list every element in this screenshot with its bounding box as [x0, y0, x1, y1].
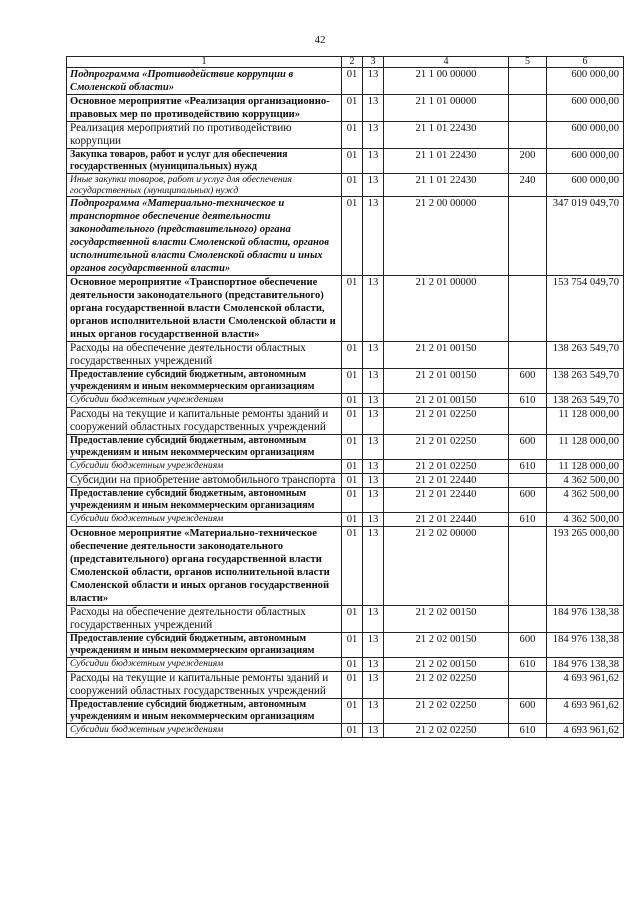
- row-target-code-cell: 21 2 02 00000: [384, 527, 509, 606]
- row-name-cell: Закупка товаров, работ и услуг для обеспечения государственных (муниципальных) нужд: [67, 149, 342, 174]
- table-row: [67, 724, 624, 738]
- row-expense-type-cell: 600: [509, 488, 547, 513]
- row-target-code-cell: 21 2 01 00150: [384, 342, 509, 369]
- row-target-code-cell: 21 2 01 02250: [384, 435, 509, 460]
- row-section-cell: 01: [342, 369, 363, 394]
- table-row: [67, 460, 624, 474]
- row-target-code-cell: 21 2 01 22440: [384, 474, 509, 488]
- row-expense-type-cell: 240: [509, 174, 547, 197]
- row-target-code-cell: 21 2 01 22440: [384, 513, 509, 527]
- row-expense-type-cell: [509, 672, 547, 699]
- row-section-cell: 01: [342, 606, 363, 633]
- row-expense-type-cell: [509, 606, 547, 633]
- row-expense-type-cell: 610: [509, 513, 547, 527]
- row-section-cell: 01: [342, 197, 363, 276]
- row-target-code-cell: 21 2 02 02250: [384, 699, 509, 724]
- row-amount-cell: 600 000,00: [547, 68, 624, 95]
- row-section-cell: 01: [342, 460, 363, 474]
- row-expense-type-cell: 600: [509, 435, 547, 460]
- row-amount-cell: 11 128 000,00: [547, 435, 624, 460]
- table-body: [67, 68, 624, 738]
- row-expense-type-cell: [509, 474, 547, 488]
- row-expense-type-cell: 610: [509, 394, 547, 408]
- row-section-cell: 01: [342, 408, 363, 435]
- row-section-cell: 01: [342, 394, 363, 408]
- table-row: [67, 149, 624, 174]
- row-amount-cell: 138 263 549,70: [547, 342, 624, 369]
- row-amount-cell: 193 265 000,00: [547, 527, 624, 606]
- row-target-code-cell: 21 1 01 22430: [384, 174, 509, 197]
- row-section-cell: 01: [342, 699, 363, 724]
- table-row: [67, 658, 624, 672]
- header-col-6: 6: [547, 57, 624, 68]
- row-name-cell: Субсидии на приобретение автомобильного транспорта: [67, 474, 342, 488]
- row-amount-cell: 4 693 961,62: [547, 724, 624, 738]
- table-row: [67, 699, 624, 724]
- row-expense-type-cell: [509, 95, 547, 122]
- table-row: [67, 435, 624, 460]
- row-amount-cell: 600 000,00: [547, 95, 624, 122]
- row-target-code-cell: 21 2 00 00000: [384, 197, 509, 276]
- row-name-cell: Расходы на текущие и капитальные ремонты зданий и сооружений областных государственных учреждений: [67, 672, 342, 699]
- row-expense-type-cell: [509, 527, 547, 606]
- row-amount-cell: 153 754 049,70: [547, 276, 624, 342]
- row-subsection-cell: 13: [363, 672, 384, 699]
- row-subsection-cell: 13: [363, 276, 384, 342]
- row-target-code-cell: 21 2 01 22440: [384, 488, 509, 513]
- row-target-code-cell: 21 1 01 00000: [384, 95, 509, 122]
- table-row: [67, 488, 624, 513]
- row-expense-type-cell: 600: [509, 369, 547, 394]
- row-name-cell: Субсидии бюджетным учреждениям: [67, 513, 342, 527]
- row-name-cell: Реализация мероприятий по противодействию коррупции: [67, 122, 342, 149]
- row-target-code-cell: 21 2 01 02250: [384, 460, 509, 474]
- row-expense-type-cell: 200: [509, 149, 547, 174]
- header-col-3: 3: [363, 57, 384, 68]
- row-subsection-cell: 13: [363, 488, 384, 513]
- row-subsection-cell: 13: [363, 606, 384, 633]
- table-row: [67, 197, 624, 276]
- row-name-cell: Субсидии бюджетным учреждениям: [67, 460, 342, 474]
- table-row: [67, 513, 624, 527]
- row-subsection-cell: 13: [363, 394, 384, 408]
- row-name-cell: Предоставление субсидий бюджетным, автономным учреждениям и иным некоммерческим организациям: [67, 435, 342, 460]
- table-row: [67, 672, 624, 699]
- row-subsection-cell: 13: [363, 724, 384, 738]
- row-name-cell: Предоставление субсидий бюджетным, автономным учреждениям и иным некоммерческим организациям: [67, 699, 342, 724]
- row-expense-type-cell: 600: [509, 699, 547, 724]
- row-section-cell: 01: [342, 633, 363, 658]
- row-target-code-cell: 21 2 02 02250: [384, 724, 509, 738]
- row-subsection-cell: 13: [363, 699, 384, 724]
- row-target-code-cell: 21 2 02 02250: [384, 672, 509, 699]
- row-subsection-cell: 13: [363, 369, 384, 394]
- table-row: [67, 342, 624, 369]
- row-section-cell: 01: [342, 527, 363, 606]
- row-expense-type-cell: [509, 276, 547, 342]
- row-section-cell: 01: [342, 95, 363, 122]
- row-expense-type-cell: [509, 408, 547, 435]
- row-name-cell: Иные закупки товаров, работ и услуг для обеспечения государственных (муниципальных) нужд: [67, 174, 342, 197]
- table-row: [67, 474, 624, 488]
- row-subsection-cell: 13: [363, 408, 384, 435]
- budget-table-wrapper: [66, 56, 624, 738]
- row-subsection-cell: 13: [363, 197, 384, 276]
- row-amount-cell: 600 000,00: [547, 122, 624, 149]
- row-expense-type-cell: [509, 197, 547, 276]
- row-subsection-cell: 13: [363, 95, 384, 122]
- header-col-5: 5: [509, 57, 547, 68]
- row-section-cell: 01: [342, 435, 363, 460]
- row-subsection-cell: 13: [363, 435, 384, 460]
- row-name-cell: Основное мероприятие «Материально-техническое обеспечение деятельности законодательного (представительного) органа государственной власти Смоленской области, органов исполнительной власти Смоленской области и иных органов государственной власти»: [67, 527, 342, 606]
- row-section-cell: 01: [342, 149, 363, 174]
- table-row: [67, 174, 624, 197]
- table-header-row: [67, 57, 624, 68]
- row-subsection-cell: 13: [363, 342, 384, 369]
- row-amount-cell: 11 128 000,00: [547, 408, 624, 435]
- row-subsection-cell: 13: [363, 527, 384, 606]
- row-target-code-cell: 21 2 02 00150: [384, 633, 509, 658]
- row-target-code-cell: 21 1 01 22430: [384, 149, 509, 174]
- row-target-code-cell: 21 1 01 22430: [384, 122, 509, 149]
- row-section-cell: 01: [342, 658, 363, 672]
- table-row: [67, 276, 624, 342]
- table-row: [67, 394, 624, 408]
- row-expense-type-cell: 600: [509, 633, 547, 658]
- row-amount-cell: 347 019 049,70: [547, 197, 624, 276]
- row-expense-type-cell: [509, 342, 547, 369]
- row-amount-cell: 4 362 500,00: [547, 488, 624, 513]
- row-target-code-cell: 21 2 01 00150: [384, 369, 509, 394]
- header-col-2: 2: [342, 57, 363, 68]
- row-name-cell: Подпрограмма «Противодействие коррупции в Смоленской области»: [67, 68, 342, 95]
- row-amount-cell: 184 976 138,38: [547, 606, 624, 633]
- row-target-code-cell: 21 1 00 00000: [384, 68, 509, 95]
- row-name-cell: Основное мероприятие «Реализация организационно-правовых мер по противодействию коррупции»: [67, 95, 342, 122]
- row-section-cell: 01: [342, 342, 363, 369]
- row-section-cell: 01: [342, 174, 363, 197]
- row-amount-cell: 138 263 549,70: [547, 394, 624, 408]
- row-section-cell: 01: [342, 672, 363, 699]
- row-name-cell: Подпрограмма «Материально-техническое и транспортное обеспечение деятельности законодательного (представительного) органа государственной власти Смоленской области, органов исполнительной власти Смоленской области и иных органов государственной власти»: [67, 197, 342, 276]
- row-section-cell: 01: [342, 474, 363, 488]
- row-name-cell: Предоставление субсидий бюджетным, автономным учреждениям и иным некоммерческим организациям: [67, 633, 342, 658]
- row-name-cell: Предоставление субсидий бюджетным, автономным учреждениям и иным некоммерческим организациям: [67, 488, 342, 513]
- row-expense-type-cell: 610: [509, 724, 547, 738]
- row-section-cell: 01: [342, 122, 363, 149]
- row-subsection-cell: 13: [363, 633, 384, 658]
- row-subsection-cell: 13: [363, 460, 384, 474]
- row-subsection-cell: 13: [363, 513, 384, 527]
- row-target-code-cell: 21 2 02 00150: [384, 606, 509, 633]
- row-amount-cell: 11 128 000,00: [547, 460, 624, 474]
- row-expense-type-cell: [509, 122, 547, 149]
- row-subsection-cell: 13: [363, 658, 384, 672]
- row-target-code-cell: 21 2 02 00150: [384, 658, 509, 672]
- row-section-cell: 01: [342, 488, 363, 513]
- row-subsection-cell: 13: [363, 149, 384, 174]
- row-section-cell: 01: [342, 724, 363, 738]
- table-row: [67, 527, 624, 606]
- header-col-1: 1: [67, 57, 342, 68]
- table-row: [67, 633, 624, 658]
- row-name-cell: Расходы на обеспечение деятельности областных государственных учреждений: [67, 342, 342, 369]
- table-row: [67, 122, 624, 149]
- row-expense-type-cell: [509, 68, 547, 95]
- row-name-cell: Предоставление субсидий бюджетным, автономным учреждениям и иным некоммерческим организациям: [67, 369, 342, 394]
- row-amount-cell: 4 693 961,62: [547, 672, 624, 699]
- row-name-cell: Субсидии бюджетным учреждениям: [67, 658, 342, 672]
- row-subsection-cell: 13: [363, 174, 384, 197]
- row-target-code-cell: 21 2 01 00000: [384, 276, 509, 342]
- row-amount-cell: 4 693 961,62: [547, 699, 624, 724]
- table-row: [67, 408, 624, 435]
- row-amount-cell: 4 362 500,00: [547, 474, 624, 488]
- budget-table: [66, 56, 624, 738]
- row-amount-cell: 600 000,00: [547, 149, 624, 174]
- row-name-cell: Расходы на текущие и капитальные ремонты зданий и сооружений областных государственных учреждений: [67, 408, 342, 435]
- page-number: 42: [314, 34, 326, 46]
- row-amount-cell: 184 976 138,38: [547, 633, 624, 658]
- row-name-cell: Основное мероприятие «Транспортное обеспечение деятельности законодательного (представительного) органа государственной власти Смоленской области, органов исполнительной власти Смоленской области и иных органов государственной власти»: [67, 276, 342, 342]
- row-expense-type-cell: 610: [509, 460, 547, 474]
- row-section-cell: 01: [342, 68, 363, 95]
- row-name-cell: Субсидии бюджетным учреждениям: [67, 394, 342, 408]
- row-section-cell: 01: [342, 276, 363, 342]
- row-name-cell: Расходы на обеспечение деятельности областных государственных учреждений: [67, 606, 342, 633]
- row-subsection-cell: 13: [363, 68, 384, 95]
- row-subsection-cell: 13: [363, 122, 384, 149]
- table-row: [67, 68, 624, 95]
- row-amount-cell: 138 263 549,70: [547, 369, 624, 394]
- row-expense-type-cell: 610: [509, 658, 547, 672]
- row-target-code-cell: 21 2 01 00150: [384, 394, 509, 408]
- table-row: [67, 369, 624, 394]
- row-amount-cell: 600 000,00: [547, 174, 624, 197]
- row-subsection-cell: 13: [363, 474, 384, 488]
- row-name-cell: Субсидии бюджетным учреждениям: [67, 724, 342, 738]
- table-row: [67, 95, 624, 122]
- row-target-code-cell: 21 2 01 02250: [384, 408, 509, 435]
- row-amount-cell: 4 362 500,00: [547, 513, 624, 527]
- row-amount-cell: 184 976 138,38: [547, 658, 624, 672]
- row-section-cell: 01: [342, 513, 363, 527]
- header-col-4: 4: [384, 57, 509, 68]
- table-row: [67, 606, 624, 633]
